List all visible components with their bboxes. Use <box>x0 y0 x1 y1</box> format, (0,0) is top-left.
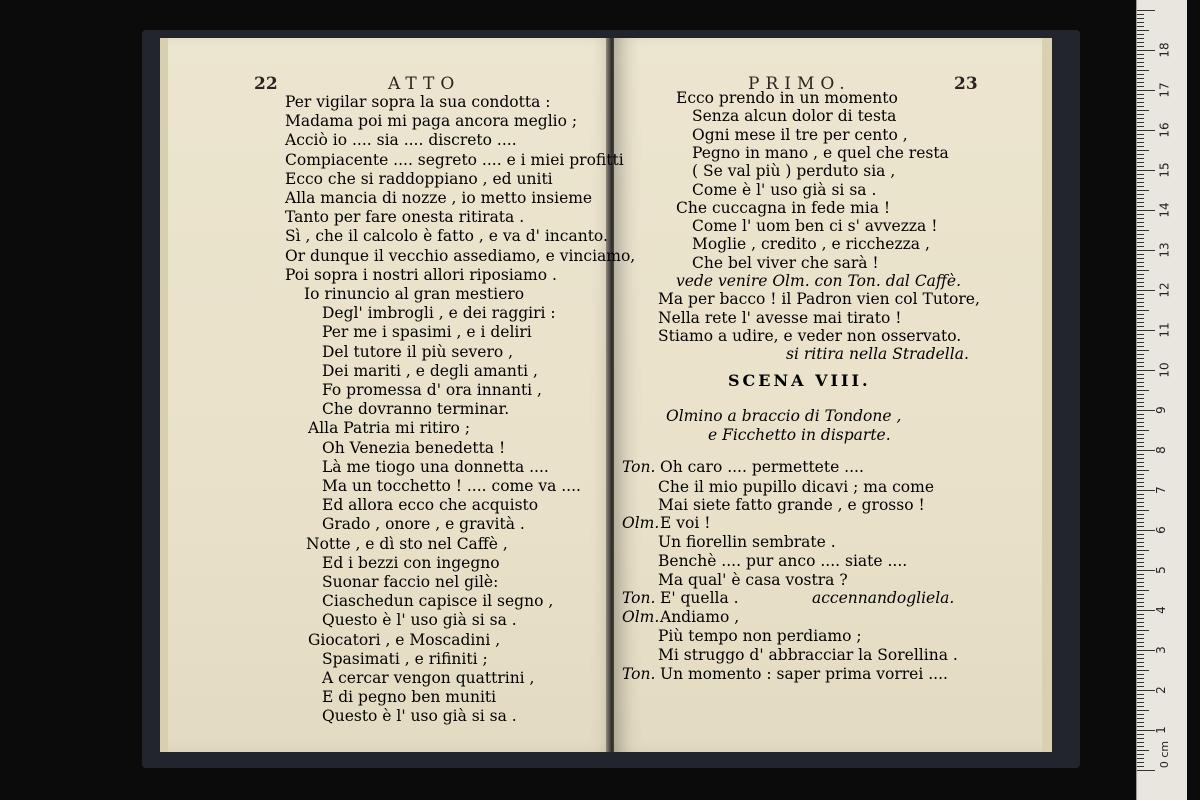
ruler-tick <box>1137 174 1144 175</box>
ruler-tick <box>1137 78 1144 79</box>
ruler-tick <box>1137 230 1149 231</box>
ruler-tick <box>1137 258 1144 259</box>
ruler-tick <box>1137 666 1144 667</box>
ruler-tick <box>1137 126 1144 127</box>
left-line: Oh Venezia benedetta ! <box>322 438 506 457</box>
ruler-tick <box>1137 510 1149 511</box>
left-line: Ciaschedun capisce il segno , <box>322 592 554 611</box>
right-line: Ecco prendo in un momento <box>676 89 898 107</box>
ruler-tick <box>1137 90 1155 91</box>
right-line: Moglie , credito , e ricchezza , <box>692 235 930 254</box>
ruler-tick <box>1137 586 1144 587</box>
ruler-tick <box>1137 486 1144 487</box>
ruler-tick <box>1137 494 1144 495</box>
ruler-tick <box>1137 526 1144 527</box>
dialogue-line: Più tempo non perdiamo ; <box>658 627 862 645</box>
stage-direction: accennandogliela. <box>812 589 955 607</box>
ruler-tick <box>1137 678 1144 679</box>
ruler-number: 7 <box>1153 486 1168 494</box>
ruler-tick <box>1137 766 1144 767</box>
ruler-tick <box>1137 214 1144 215</box>
ruler-number: 2 <box>1153 686 1168 694</box>
ruler-tick <box>1137 310 1149 311</box>
ruler-tick <box>1137 50 1155 51</box>
left-line: Sì , che il calcolo è fatto , e va d' incanto. <box>285 227 608 246</box>
ruler-tick <box>1137 590 1149 591</box>
ruler-tick <box>1137 738 1144 739</box>
ruler-tick <box>1137 282 1144 283</box>
ruler-tick <box>1137 150 1149 151</box>
right-line: Che bel viver che sarà ! <box>692 253 879 272</box>
running-head-left: ATTO <box>388 74 461 94</box>
ruler-tick <box>1137 410 1155 411</box>
ruler-tick <box>1137 754 1144 755</box>
ruler-tick <box>1137 146 1144 147</box>
ruler-tick <box>1137 338 1144 339</box>
left-line: Ed allora ecco che acquisto <box>322 496 539 515</box>
ruler-tick <box>1137 242 1144 243</box>
left-line: Dei mariti , e degli amanti , <box>322 361 538 380</box>
ruler-tick <box>1137 490 1155 491</box>
ruler-tick <box>1137 98 1144 99</box>
left-line: Per vigilar sopra la sua condotta : <box>285 93 551 111</box>
ruler-tick <box>1137 698 1144 699</box>
left-line: Ma un tocchetto ! .... come va .... <box>322 477 581 495</box>
ruler-tick <box>1137 478 1144 479</box>
scene-subtitle: e Ficchetto in disparte. <box>708 426 891 444</box>
scene-subtitle: Olmino a braccio di Tondone , <box>666 407 902 425</box>
ruler-tick <box>1137 86 1144 87</box>
ruler-number: 3 <box>1153 646 1168 654</box>
right-line: Ma per bacco ! il Padron vien col Tutore, <box>658 290 980 309</box>
left-line: Alla Patria mi ritiro ; <box>308 419 471 438</box>
ruler-tick <box>1137 602 1144 603</box>
right-line: Nella rete l' avesse mai tirato ! <box>658 308 902 327</box>
left-line: Suonar faccio nel gilè: <box>322 573 499 591</box>
ruler-tick <box>1137 222 1144 223</box>
ruler-number: 1 <box>1153 726 1168 734</box>
ruler-tick <box>1137 22 1144 23</box>
ruler-tick <box>1137 350 1149 351</box>
ruler-tick <box>1137 394 1144 395</box>
ruler-tick <box>1137 626 1144 627</box>
ruler-number: 14 <box>1157 202 1172 218</box>
ruler-tick <box>1137 546 1144 547</box>
ruler-tick <box>1137 190 1149 191</box>
ruler-tick <box>1137 606 1144 607</box>
ruler-tick <box>1137 166 1144 167</box>
ruler-tick <box>1137 366 1144 367</box>
dialogue-line: Oh caro .... permettete .... <box>660 458 864 476</box>
ruler-number: 10 <box>1157 362 1172 378</box>
ruler-tick <box>1137 342 1144 343</box>
ruler-tick <box>1137 414 1144 415</box>
left-line: Notte , e dì sto nel Caffè , <box>306 534 508 553</box>
ruler-tick <box>1137 582 1144 583</box>
ruler-tick <box>1137 554 1144 555</box>
dialogue-line: Mai siete fatto grande , e grosso ! <box>658 496 925 514</box>
ruler-tick <box>1137 558 1144 559</box>
ruler-tick <box>1137 82 1144 83</box>
ruler-tick <box>1137 566 1144 567</box>
dialogue-line: Mi struggo d' abbracciar la Sorellina . <box>658 646 958 664</box>
ruler-tick <box>1137 446 1144 447</box>
ruler-tick <box>1137 322 1144 323</box>
page-number-right: 23 <box>954 74 978 94</box>
ruler-tick <box>1137 622 1144 623</box>
ruler-tick <box>1137 506 1144 507</box>
ruler-tick <box>1137 634 1144 635</box>
ruler-tick <box>1137 398 1144 399</box>
ruler-tick <box>1137 250 1155 251</box>
right-line: Come l' uom ben ci s' avvezza ! <box>692 217 938 236</box>
scene-title: SCENA VIII. <box>728 371 871 390</box>
dialogue-line: Ma qual' è casa vostra ? <box>658 571 848 589</box>
left-line: Ed i bezzi con ingegno <box>322 553 500 572</box>
ruler-number: 17 <box>1157 82 1172 98</box>
dialogue-line: Che il mio pupillo dicavi ; ma come <box>658 478 934 496</box>
measuring-ruler <box>1136 0 1187 800</box>
ruler-tick <box>1137 334 1144 335</box>
ruler-tick <box>1137 386 1144 387</box>
ruler-tick <box>1137 234 1144 235</box>
left-line: Che dovranno terminar. <box>322 400 510 419</box>
ruler-tick <box>1137 454 1144 455</box>
ruler-tick <box>1137 562 1144 563</box>
left-line: Questo è l' uso già si sa . <box>322 611 517 630</box>
left-line: Questo è l' uso già si sa . <box>322 707 517 726</box>
ruler-tick <box>1137 14 1144 15</box>
ruler-tick <box>1137 290 1155 291</box>
ruler-tick <box>1137 434 1144 435</box>
ruler-number: 12 <box>1157 282 1172 298</box>
ruler-tick <box>1137 346 1144 347</box>
ruler-tick <box>1137 726 1144 727</box>
ruler-number: 6 <box>1153 526 1168 534</box>
ruler-tick <box>1137 30 1149 31</box>
ruler-tick <box>1137 538 1144 539</box>
speaker-label: Ton. <box>622 589 656 607</box>
ruler-tick <box>1137 298 1144 299</box>
right-line: ( Se val più ) perduto sia , <box>692 162 896 181</box>
ruler-tick <box>1137 750 1149 751</box>
ruler-number: 16 <box>1157 122 1172 138</box>
ruler-tick <box>1137 638 1144 639</box>
ruler-tick <box>1137 198 1144 199</box>
ruler-tick <box>1137 134 1144 135</box>
ruler-tick <box>1137 302 1144 303</box>
ruler-tick <box>1137 362 1144 363</box>
ruler-tick <box>1137 498 1144 499</box>
ruler-tick <box>1137 294 1144 295</box>
ruler-tick <box>1137 62 1144 63</box>
ruler-tick <box>1137 278 1144 279</box>
ruler-tick <box>1137 502 1144 503</box>
ruler-tick <box>1137 106 1144 107</box>
ruler-tick <box>1137 470 1149 471</box>
ruler-tick <box>1137 226 1144 227</box>
left-line: Là me tiogo una donnetta .... <box>322 457 549 476</box>
ruler-tick <box>1137 610 1155 611</box>
ruler-tick <box>1137 66 1144 67</box>
stage-direction: vede venire Olm. con Ton. dal Caffè. <box>676 272 962 290</box>
ruler-tick <box>1137 550 1149 551</box>
left-line: Or dunque il vecchio assediamo, e vinciamo, <box>285 246 636 265</box>
dialogue-line: Andiamo , <box>660 608 740 626</box>
ruler-tick <box>1137 654 1144 655</box>
ruler-tick <box>1137 58 1144 59</box>
ruler-tick <box>1137 370 1155 371</box>
ruler-number: 4 <box>1153 606 1168 614</box>
ruler-tick <box>1137 138 1144 139</box>
ruler-tick <box>1137 274 1144 275</box>
ruler-tick <box>1137 438 1144 439</box>
ruler-tick <box>1137 770 1155 771</box>
ruler-tick <box>1137 722 1144 723</box>
ruler-tick <box>1137 418 1144 419</box>
ruler-tick <box>1137 570 1155 571</box>
ruler-tick <box>1137 114 1144 115</box>
ruler-tick <box>1137 406 1144 407</box>
ruler-tick <box>1137 54 1144 55</box>
ruler-tick <box>1137 18 1144 19</box>
speaker-label: Ton. <box>622 665 656 683</box>
page-number-left: 22 <box>254 74 278 94</box>
running-head-right: PRIMO. <box>748 74 851 94</box>
left-line: Degl' imbrogli , e dei raggiri : <box>322 304 556 323</box>
stage-direction: si ritira nella Stradella. <box>786 345 969 364</box>
ruler-tick <box>1137 38 1144 39</box>
ruler-tick <box>1137 710 1149 711</box>
left-line: A cercar vengon quattrini , <box>322 669 535 687</box>
ruler-tick <box>1137 122 1144 123</box>
ruler-tick <box>1137 102 1144 103</box>
ruler-tick <box>1137 142 1144 143</box>
left-line: Tanto per fare onesta ritirata . <box>285 208 525 227</box>
ruler-tick <box>1137 186 1144 187</box>
right-line: Pegno in mano , e quel che resta <box>692 143 949 162</box>
ruler-tick <box>1137 194 1144 195</box>
ruler-tick <box>1137 286 1144 287</box>
ruler-tick <box>1137 254 1144 255</box>
ruler-tick <box>1137 154 1144 155</box>
ruler-tick <box>1137 382 1144 383</box>
dialogue-line: E voi ! <box>660 514 711 532</box>
ruler-tick <box>1137 318 1144 319</box>
left-line: Io rinuncio al gran mestiero <box>304 285 525 303</box>
left-line: Grado , onore , e gravità . <box>322 515 525 534</box>
left-line: Alla mancia di nozze , io metto insieme <box>285 189 593 207</box>
ruler-tick <box>1137 706 1144 707</box>
ruler-tick <box>1137 374 1144 375</box>
ruler-tick <box>1137 574 1144 575</box>
left-line: Madama poi mi paga ancora meglio ; <box>285 112 578 131</box>
ruler-tick <box>1137 718 1144 719</box>
ruler-tick <box>1137 158 1144 159</box>
ruler-tick <box>1137 686 1144 687</box>
ruler-tick <box>1137 650 1155 651</box>
ruler-tick <box>1137 442 1144 443</box>
ruler-tick <box>1137 474 1144 475</box>
ruler-tick <box>1137 682 1144 683</box>
left-line: Giocatori , e Moscadini , <box>308 630 501 649</box>
ruler-tick <box>1137 662 1144 663</box>
ruler-tick <box>1137 330 1155 331</box>
ruler-tick <box>1137 530 1155 531</box>
ruler-tick <box>1137 182 1144 183</box>
ruler-tick <box>1137 534 1144 535</box>
dialogue-line: Un fiorellin sembrate . <box>658 533 836 551</box>
ruler-tick <box>1137 598 1144 599</box>
ruler-number: 15 <box>1157 162 1172 178</box>
ruler-tick <box>1137 702 1144 703</box>
ruler-tick <box>1137 742 1144 743</box>
right-line: Ogni mese il tre per cento , <box>692 125 908 144</box>
ruler-number: 13 <box>1157 242 1172 258</box>
ruler-tick <box>1137 542 1144 543</box>
dialogue-line: E' quella . <box>660 589 739 607</box>
right-line: Che cuccagna in fede mia ! <box>676 198 891 217</box>
ruler-tick <box>1137 10 1155 11</box>
ruler-tick <box>1137 266 1144 267</box>
ruler-tick <box>1137 390 1149 391</box>
ruler-tick <box>1137 110 1149 111</box>
ruler-tick <box>1137 218 1144 219</box>
ruler-tick <box>1137 482 1144 483</box>
ruler-tick <box>1137 746 1144 747</box>
ruler-tick <box>1137 518 1144 519</box>
ruler-tick <box>1137 130 1155 131</box>
ruler-tick <box>1137 450 1155 451</box>
speaker-label: Olm. <box>622 514 660 532</box>
ruler-tick <box>1137 426 1144 427</box>
ruler-tick <box>1137 378 1144 379</box>
ruler-tick <box>1137 202 1144 203</box>
ruler-tick <box>1137 246 1144 247</box>
ruler-tick <box>1137 462 1144 463</box>
ruler-tick <box>1137 522 1144 523</box>
ruler-tick <box>1137 614 1144 615</box>
ruler-tick <box>1137 354 1144 355</box>
dialogue-line: Benchè .... pur anco .... siate .... <box>658 552 908 570</box>
ruler-tick <box>1137 94 1144 95</box>
left-line: Ecco che si raddoppiano , ed uniti <box>285 169 553 188</box>
ruler-tick <box>1137 238 1144 239</box>
right-line: Senza alcun dolor di testa <box>692 107 897 126</box>
ruler-tick <box>1137 326 1144 327</box>
ruler-tick <box>1137 306 1144 307</box>
left-line: Acciò io .... sia .... discreto .... <box>285 131 517 150</box>
ruler-number: 9 <box>1153 406 1168 414</box>
left-line: Fo promessa d' ora innanti , <box>322 381 542 399</box>
ruler-tick <box>1137 758 1144 759</box>
ruler-tick <box>1137 514 1144 515</box>
ruler-tick <box>1137 70 1149 71</box>
ruler-tick <box>1137 358 1144 359</box>
ruler-tick <box>1137 730 1155 731</box>
ruler-tick <box>1137 206 1144 207</box>
left-line: E di pegno ben muniti <box>322 688 497 707</box>
ruler-tick <box>1137 694 1144 695</box>
ruler-tick <box>1137 714 1144 715</box>
ruler-number: 11 <box>1157 322 1172 338</box>
ruler-tick <box>1137 658 1144 659</box>
ruler-tick <box>1137 734 1144 735</box>
ruler-tick <box>1137 430 1149 431</box>
ruler-tick <box>1137 402 1144 403</box>
right-line: Come è l' uso già si sa . <box>692 180 877 199</box>
left-line: Del tutore il più severo , <box>322 342 514 361</box>
ruler-number: 5 <box>1153 566 1168 574</box>
ruler-tick <box>1137 674 1144 675</box>
ruler-unit-label: 0 cm <box>1158 740 1172 769</box>
ruler-tick <box>1137 210 1155 211</box>
ruler-tick <box>1137 646 1144 647</box>
ruler-tick <box>1137 42 1144 43</box>
ruler-tick <box>1137 594 1144 595</box>
speaker-label: Ton. <box>622 458 656 476</box>
ruler-tick <box>1137 642 1144 643</box>
dialogue-line: Un momento : saper prima vorrei .... <box>660 665 948 683</box>
ruler-tick <box>1137 162 1144 163</box>
ruler-tick <box>1137 46 1144 47</box>
right-line: Stiamo a udire, e veder non osservato. <box>658 326 962 345</box>
ruler-tick <box>1137 34 1144 35</box>
left-line: Per me i spasimi , e i deliri <box>322 323 532 342</box>
ruler-tick <box>1137 762 1144 763</box>
ruler-tick <box>1137 422 1144 423</box>
left-line: Poi sopra i nostri allori riposiamo . <box>285 265 557 284</box>
ruler-tick <box>1137 670 1149 671</box>
ruler-tick <box>1137 458 1144 459</box>
ruler-tick <box>1137 170 1155 171</box>
ruler-tick <box>1137 270 1149 271</box>
ruler-number: 8 <box>1153 446 1168 454</box>
ruler-tick <box>1137 690 1155 691</box>
ruler-tick <box>1137 630 1149 631</box>
left-line: Spasimati , e rifiniti ; <box>322 649 488 668</box>
ruler-tick <box>1137 178 1144 179</box>
speaker-label: Olm. <box>622 608 660 626</box>
ruler-tick <box>1137 314 1144 315</box>
ruler-tick <box>1137 578 1144 579</box>
ruler-tick <box>1137 118 1144 119</box>
ruler-tick <box>1137 262 1144 263</box>
left-line: Compiacente .... segreto .... e i miei profitti <box>285 150 624 169</box>
ruler-tick <box>1137 74 1144 75</box>
ruler-tick <box>1137 466 1144 467</box>
ruler-tick <box>1137 26 1144 27</box>
ruler-tick <box>1137 618 1144 619</box>
ruler-number: 18 <box>1157 42 1172 58</box>
